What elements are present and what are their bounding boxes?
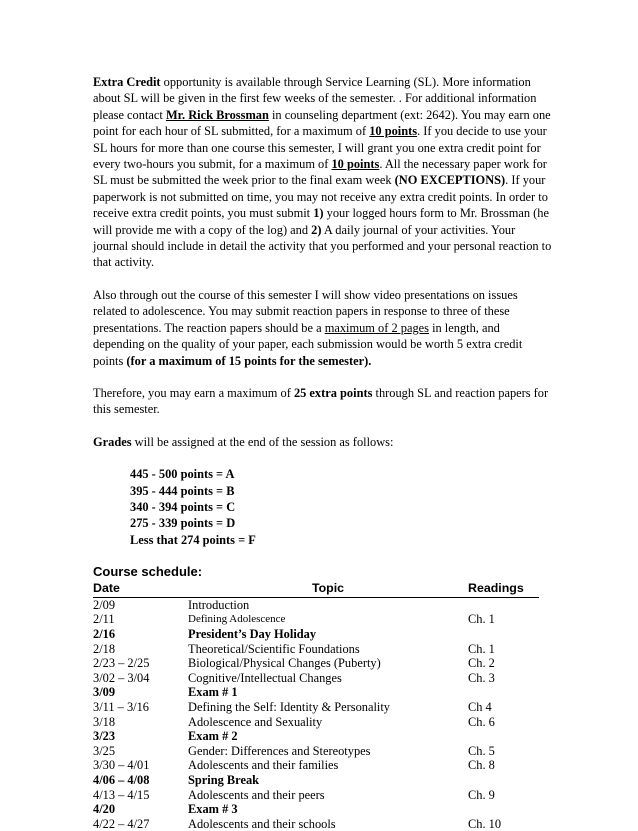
- text-run: A daily journal of your activities. Your journal should include in detail the activity that you performed and your personal reaction to that activity.: [93, 222, 552, 270]
- text-run: in length, and depending on the quality of your paper, each submission would be worth 5 extra credit points: [93, 320, 523, 368]
- header-date: Date: [93, 581, 120, 596]
- schedule-row: [93, 788, 553, 803]
- schedule-date: 3/09: [93, 685, 116, 700]
- schedule-date: 3/02 – 3/04: [93, 670, 150, 685]
- max-points-2: 10 points: [331, 157, 380, 172]
- schedule-row: [93, 685, 553, 700]
- schedule-readings: Ch 4: [468, 700, 492, 715]
- schedule-row: [93, 744, 553, 759]
- text-run: through SL and reaction papers for this semester.: [93, 385, 549, 417]
- document-page: [93, 74, 553, 831]
- schedule-topic: Exam # 3: [188, 802, 238, 817]
- schedule-date: 2/16: [93, 627, 116, 642]
- item-2: 2): [311, 222, 322, 237]
- schedule-readings: [468, 802, 553, 817]
- schedule-row: [93, 758, 553, 773]
- schedule-date: 2/09: [93, 597, 116, 612]
- schedule-date: 3/11 – 3/16: [93, 700, 149, 715]
- schedule-topic: Adolescents and their peers: [188, 787, 325, 802]
- schedule-date: 3/23: [93, 729, 116, 744]
- schedule-date: 4/06 – 4/08: [93, 773, 150, 788]
- schedule-row: [93, 671, 553, 686]
- header-readings: Readings: [468, 581, 524, 596]
- schedule-topic: Defining the Self: Identity & Personality: [188, 700, 391, 715]
- text-run: . All the necessary paper work for SL must be submitted the week prior to the final exam week: [93, 157, 547, 188]
- text-run: will be assigned at the end of the session as follows:: [131, 434, 394, 449]
- grades-intro: [93, 434, 553, 450]
- schedule-readings: [468, 627, 553, 642]
- schedule-topic: Cognitive/Intellectual Changes: [188, 670, 342, 685]
- text-run: your logged hours form to Mr. Brossman (he will provide me with a copy of the log) and: [93, 206, 549, 237]
- schedule-topic: Exam # 1: [188, 685, 238, 700]
- schedule-readings: Ch. 3: [468, 670, 495, 685]
- schedule-readings: Ch. 6: [468, 714, 495, 729]
- grade-line: Less that 274 points = F: [130, 532, 256, 547]
- schedule-row: [93, 598, 553, 613]
- schedule-date: 4/13 – 4/15: [93, 787, 150, 802]
- contact-name: Mr. Rick Brossman: [165, 107, 269, 122]
- extra-credit-term: Extra Credit: [93, 75, 161, 89]
- text-run: Therefore, you may earn a maximum of: [93, 385, 294, 400]
- text-run: Also through out the course of this semester I will show video presentations on issues related to adolescence. You may submit reaction papers in response to three of these presentations. The reaction papers should be a: [93, 287, 518, 335]
- total-extra-paragraph: [93, 385, 553, 418]
- schedule-readings: [468, 773, 553, 788]
- max-points-1: 10 points: [369, 124, 418, 139]
- schedule-date: 2/18: [93, 641, 116, 656]
- schedule-topic: Gender: Differences and Stereotypes: [188, 743, 371, 758]
- schedule-readings: Ch. 1: [468, 612, 495, 627]
- reaction-max: (for a maximum of 15 points for the semester).: [126, 353, 372, 368]
- schedule-title: Course schedule:: [93, 564, 203, 580]
- schedule-topic: Spring Break: [188, 773, 260, 788]
- schedule-topic: Exam # 2: [188, 729, 238, 744]
- schedule-topic: Biological/Physical Changes (Puberty): [188, 656, 381, 671]
- schedule-row: [93, 817, 553, 831]
- schedule-topic: Adolescents and their families: [188, 758, 339, 773]
- schedule-readings: Ch. 10: [468, 816, 502, 831]
- schedule-topic: Theoretical/Scientific Foundations: [188, 641, 360, 656]
- schedule-topic: Adolescents and their schools: [188, 816, 336, 831]
- schedule-readings: [468, 729, 553, 744]
- schedule-row: [93, 773, 553, 788]
- schedule-row: [93, 627, 553, 642]
- reaction-papers-paragraph: [93, 287, 553, 369]
- schedule-date: 2/23 – 2/25: [93, 656, 150, 671]
- schedule-readings: [468, 685, 553, 700]
- schedule-row: [93, 715, 553, 730]
- header-topic: Topic: [311, 581, 345, 596]
- schedule-row: [93, 642, 553, 657]
- schedule-topic: Adolescence and Sexuality: [188, 714, 323, 729]
- schedule-topic: Defining Adolescence: [188, 613, 286, 626]
- no-exceptions: (NO EXCEPTIONS): [394, 173, 506, 188]
- schedule-date: 3/30 – 4/01: [93, 758, 150, 773]
- schedule-row: [93, 729, 553, 744]
- extra-credit-paragraph: [93, 74, 553, 271]
- schedule-date: 4/22 – 4/27: [93, 816, 150, 831]
- schedule-row: [93, 656, 553, 671]
- text-run: in counseling department (ext: 2642). You may earn one point for each hour of SL submitted, for a maximum of: [93, 107, 551, 139]
- text-run: . If your paperwork is not submitted on time, you may not receive any extra credit points. In order to receive extra credit points, you must submit: [93, 173, 548, 221]
- schedule-date: 2/11: [93, 612, 115, 627]
- schedule-row: [93, 700, 553, 715]
- item-1: 1): [313, 206, 324, 221]
- schedule-date: 4/20: [93, 802, 116, 817]
- schedule-header: [93, 580, 539, 597]
- grade-scale: [130, 466, 553, 548]
- schedule-readings: Ch. 9: [468, 787, 495, 802]
- schedule-date: 3/18: [93, 714, 116, 729]
- schedule-readings: Ch. 5: [468, 743, 495, 758]
- text-run: . If you decide to use your SL hours for more than one course this semester, I will grant you one extra credit point for every two-hours you submit, for a maximum of: [93, 124, 547, 172]
- schedule-rows: [93, 598, 553, 831]
- schedule-topic: President’s Day Holiday: [188, 627, 317, 642]
- schedule-readings: Ch. 8: [468, 758, 495, 773]
- schedule-date: 3/25: [93, 743, 116, 758]
- text-run: opportunity is available through Service Learning (SL). More information about SL will be given in the first few weeks of the semester. . For additional information please contact: [93, 75, 537, 122]
- page-limit: maximum of 2 pages: [324, 320, 429, 335]
- grade-line: 395 - 444 points = B: [130, 483, 235, 498]
- schedule-readings: Ch. 2: [468, 656, 495, 671]
- schedule-readings: Ch. 1: [468, 641, 495, 656]
- grade-line: 275 - 339 points = D: [130, 516, 236, 531]
- grades-term: Grades: [93, 434, 132, 449]
- schedule-topic: Introduction: [188, 597, 250, 612]
- grade-line: 445 - 500 points = A: [130, 467, 235, 482]
- schedule-readings: [468, 598, 553, 613]
- schedule-row: [93, 802, 553, 817]
- schedule-row: [93, 612, 553, 627]
- total-extra-points: 25 extra points: [293, 385, 373, 400]
- grade-line: 340 - 394 points = C: [130, 499, 236, 514]
